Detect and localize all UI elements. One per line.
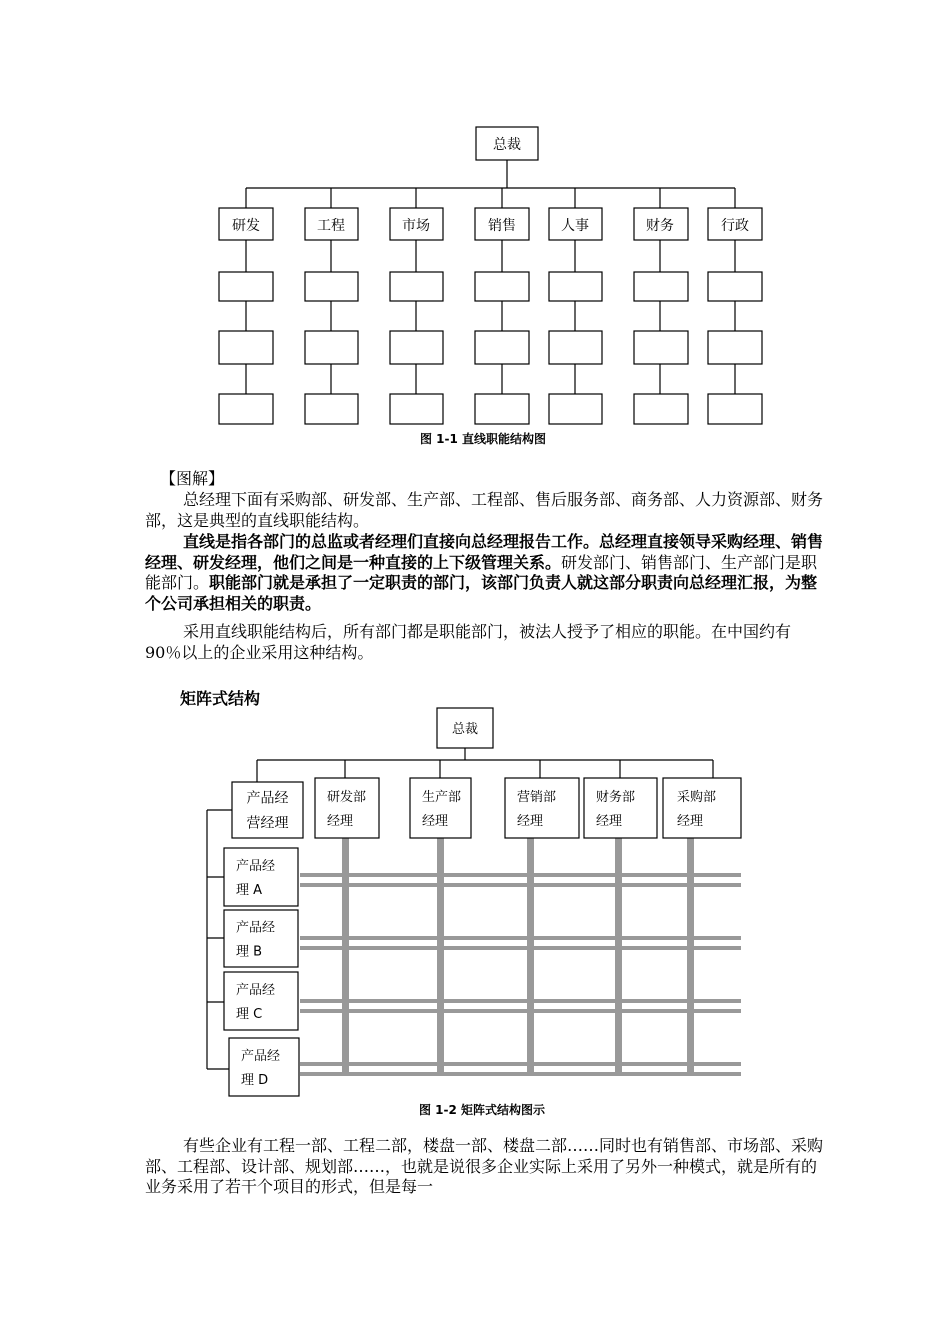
dept-label-3: 市场: [402, 218, 430, 234]
matrix-dept-1-label-2: 经理: [327, 814, 354, 829]
paragraph-4: 有些企业有工程一部、工程二部，楼盘一部、楼盘二部……同时也有销售部、市场部、采购部、工程部、设计部、规划部……，也就是说很多企业实际上采用了另外一种模式，就是所有的业务采用了若干个项目的形式，但是每一: [145, 1136, 824, 1196]
matrix-dept-3-box: [505, 778, 579, 838]
bold-text-functional-dept: 职能部门就是承担了一定职责的部门，该部门负责人就这部分职责向总经理汇报，为整个公司承担相关的职责。: [145, 573, 818, 613]
figure2-caption: 图 1-2 矩阵式结构图示: [419, 1103, 546, 1117]
matrix-horizontal-bar-3a: [300, 999, 741, 1003]
matrix-horizontal-bar-2a: [300, 936, 741, 940]
matrix-horizontal-bar-4a: [300, 1062, 741, 1066]
matrix-dept-5-box: [663, 778, 741, 838]
matrix-dept-4-label-1: 财务部: [596, 790, 636, 805]
matrix-dept-4-label-2: 经理: [596, 814, 623, 829]
product-manager-4-label-2: 理 D: [241, 1073, 269, 1088]
matrix-dept-2-label-2: 经理: [422, 814, 449, 829]
matrix-dept-3-label-2: 经理: [517, 814, 544, 829]
product-head-label-1: 产品经: [246, 790, 289, 807]
dept-label-4: 销售: [488, 218, 516, 234]
matrix-dept-2-box: [410, 778, 471, 838]
matrix-dept-1-label-1: 研发部: [327, 790, 367, 805]
matrix-horizontal-bar-1a: [300, 873, 741, 877]
bold-text-direct-line: 直线是指各部门的总监或者经理们直接向总经理报告工作。总经理直接领导采购经理、销售经理、研发经理，他们之间是一种直接的上下级管理关系。: [145, 532, 824, 572]
product-head-label-2: 营经理: [246, 815, 289, 832]
matrix-horizontal-bar-1b: [300, 883, 741, 887]
matrix-president-label: 总裁: [451, 722, 479, 737]
section1-heading: 【图解】: [160, 469, 225, 488]
dept-label-1: 研发: [232, 218, 260, 234]
matrix-horizontal-bar-3b: [300, 1009, 741, 1013]
matrix-dept-1-box: [315, 778, 379, 838]
product-manager-3-label-2: 理 C: [236, 1007, 263, 1022]
matrix-dept-3-label-1: 营销部: [517, 790, 557, 805]
paragraph-1: 总经理下面有采购部、研发部、生产部、工程部、售后服务部、商务部、人力资源部、财务部，这是典型的直线职能结构。: [145, 490, 824, 530]
figure1-caption: 图 1-1 直线职能结构图: [420, 432, 547, 446]
president-label: 总裁: [493, 137, 521, 153]
dept-label-5: 人事: [561, 218, 589, 234]
matrix-horizontal-bar-2b: [300, 946, 741, 950]
product-manager-2-label-2: 理 B: [236, 944, 263, 960]
paragraph-3: 采用直线职能结构后，所有部门都是职能部门，被法人授予了相应的职能。在中国约有 90％以上的企业采用这种结构。: [145, 622, 792, 662]
dept-label-6: 财务: [646, 218, 674, 234]
matrix-horizontal-bar-4b: [300, 1072, 741, 1076]
normal-text-functional: 研发部门、销售部门、生产部门是职能部门。: [145, 552, 818, 592]
section2-heading: 矩阵式结构: [180, 689, 261, 708]
matrix-dept-5-label-2: 经理: [677, 814, 704, 829]
matrix-dept-5-label-1: 采购部: [677, 790, 717, 805]
matrix-dept-2-label-1: 生产部: [422, 790, 462, 805]
dept-label-7: 行政: [721, 218, 749, 234]
dept-label-2: 工程: [317, 218, 345, 234]
product-manager-2-label-1: 产品经: [236, 920, 276, 936]
product-manager-4-label-1: 产品经: [241, 1049, 281, 1064]
product-manager-3-label-1: 产品经: [236, 983, 276, 998]
product-manager-1-label-1: 产品经: [236, 859, 276, 874]
matrix-dept-4-box: [584, 778, 657, 838]
product-manager-1-label-2: 理 A: [236, 883, 263, 898]
